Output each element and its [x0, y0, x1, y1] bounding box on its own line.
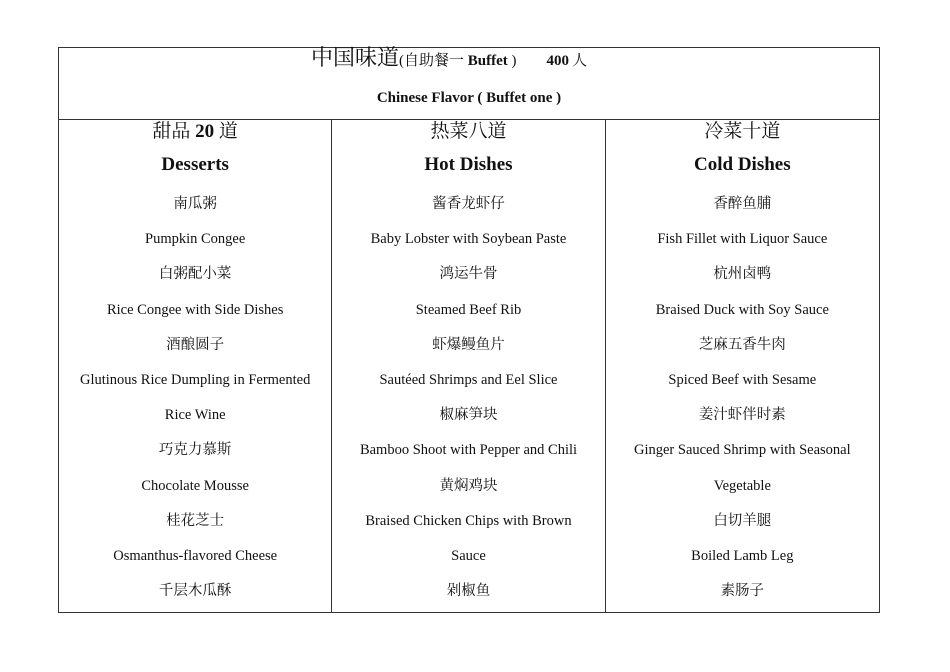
- column-hot-dishes: [332, 120, 605, 613]
- dish-line: 鸿运牛骨: [439, 266, 498, 283]
- dish-line: Rice Wine: [164, 407, 226, 424]
- dish-line: Ginger Sauced Shrimp with Seasonal: [633, 442, 851, 459]
- menu-columns: [59, 120, 879, 613]
- dish-line: 杭州卤鸭: [713, 266, 772, 283]
- dish-line: Sauce: [451, 548, 486, 565]
- dish-list: [606, 187, 879, 609]
- dish-line: 南瓜粥: [173, 196, 217, 212]
- dish-line: Braised Duck with Soy Sauce: [655, 301, 829, 318]
- dish-line: Boiled Lamb Leg: [691, 548, 794, 565]
- dish-line: 素肠子: [720, 583, 765, 600]
- dish-line: Spiced Beef with Sesame: [668, 372, 817, 389]
- column-cold-dishes: [606, 120, 879, 613]
- column-heading-en: Hot Dishes: [424, 154, 513, 175]
- column-heading-en: Cold Dishes: [694, 154, 791, 175]
- dish-line: Pumpkin Congee: [145, 231, 246, 248]
- menu-title: [311, 41, 587, 72]
- dish-list: [332, 187, 604, 609]
- dish-line: 巧克力慕斯: [158, 442, 232, 459]
- menu-header: [59, 45, 879, 120]
- dish-line: 芝麻五香牛肉: [698, 336, 786, 353]
- dish-line: Rice Congee with Side Dishes: [106, 301, 284, 318]
- column-desserts: [59, 120, 332, 613]
- dish-line: Osmanthus-flavored Cheese: [113, 548, 278, 565]
- dish-line: 桂花芝士: [166, 512, 225, 529]
- guest-count-unit: 人: [572, 53, 588, 69]
- dish-line: 酱香龙虾仔: [432, 196, 505, 212]
- dish-line: 香醉鱼脯: [713, 196, 772, 212]
- dish-line: Chocolate Mousse: [141, 477, 249, 494]
- title-chinese: 中国味道: [311, 45, 400, 70]
- menu-table: [58, 47, 880, 613]
- dish-line: 白粥配小菜: [158, 266, 232, 283]
- dish-line: Baby Lobster with Soybean Paste: [370, 231, 567, 248]
- dish-line: Braised Chicken Chips with Brown: [365, 512, 572, 529]
- column-heading-en: Desserts: [161, 154, 229, 175]
- dish-line: 椒麻笋块: [439, 407, 498, 424]
- dish-line: 千层木瓜酥: [158, 583, 232, 600]
- column-heading-cn: 热菜八道: [430, 121, 507, 142]
- dish-list: [59, 187, 331, 609]
- dish-line: Steamed Beef Rib: [415, 301, 522, 318]
- dish-line: 酒酿圆子: [166, 336, 225, 353]
- dish-line: Glutinous Rice Dumpling in Fermented: [79, 372, 311, 389]
- title-buffet-label: (自助餐一 Buffet ): [399, 53, 517, 69]
- dish-line: 黄焖鸡块: [439, 477, 498, 494]
- guest-count: 400: [546, 53, 570, 69]
- dish-line: Fish Fillet with Liquor Sauce: [657, 231, 828, 248]
- dish-line: 虾爆鳗鱼片: [432, 336, 505, 353]
- column-heading-cn: 甜品 20 道: [152, 121, 238, 142]
- dish-line: 姜汁虾伴时素: [698, 407, 786, 424]
- column-heading-cn: 冷菜十道: [704, 121, 781, 142]
- dish-line: Vegetable: [713, 477, 771, 494]
- dish-line: Sautéed Shrimps and Eel Slice: [379, 372, 558, 389]
- menu-subtitle: Chinese Flavor ( Buffet one ): [376, 90, 562, 106]
- dish-line: Bamboo Shoot with Pepper and Chili: [359, 442, 578, 459]
- dish-line: 剁椒鱼: [446, 583, 491, 600]
- dish-line: 白切羊腿: [713, 512, 772, 529]
